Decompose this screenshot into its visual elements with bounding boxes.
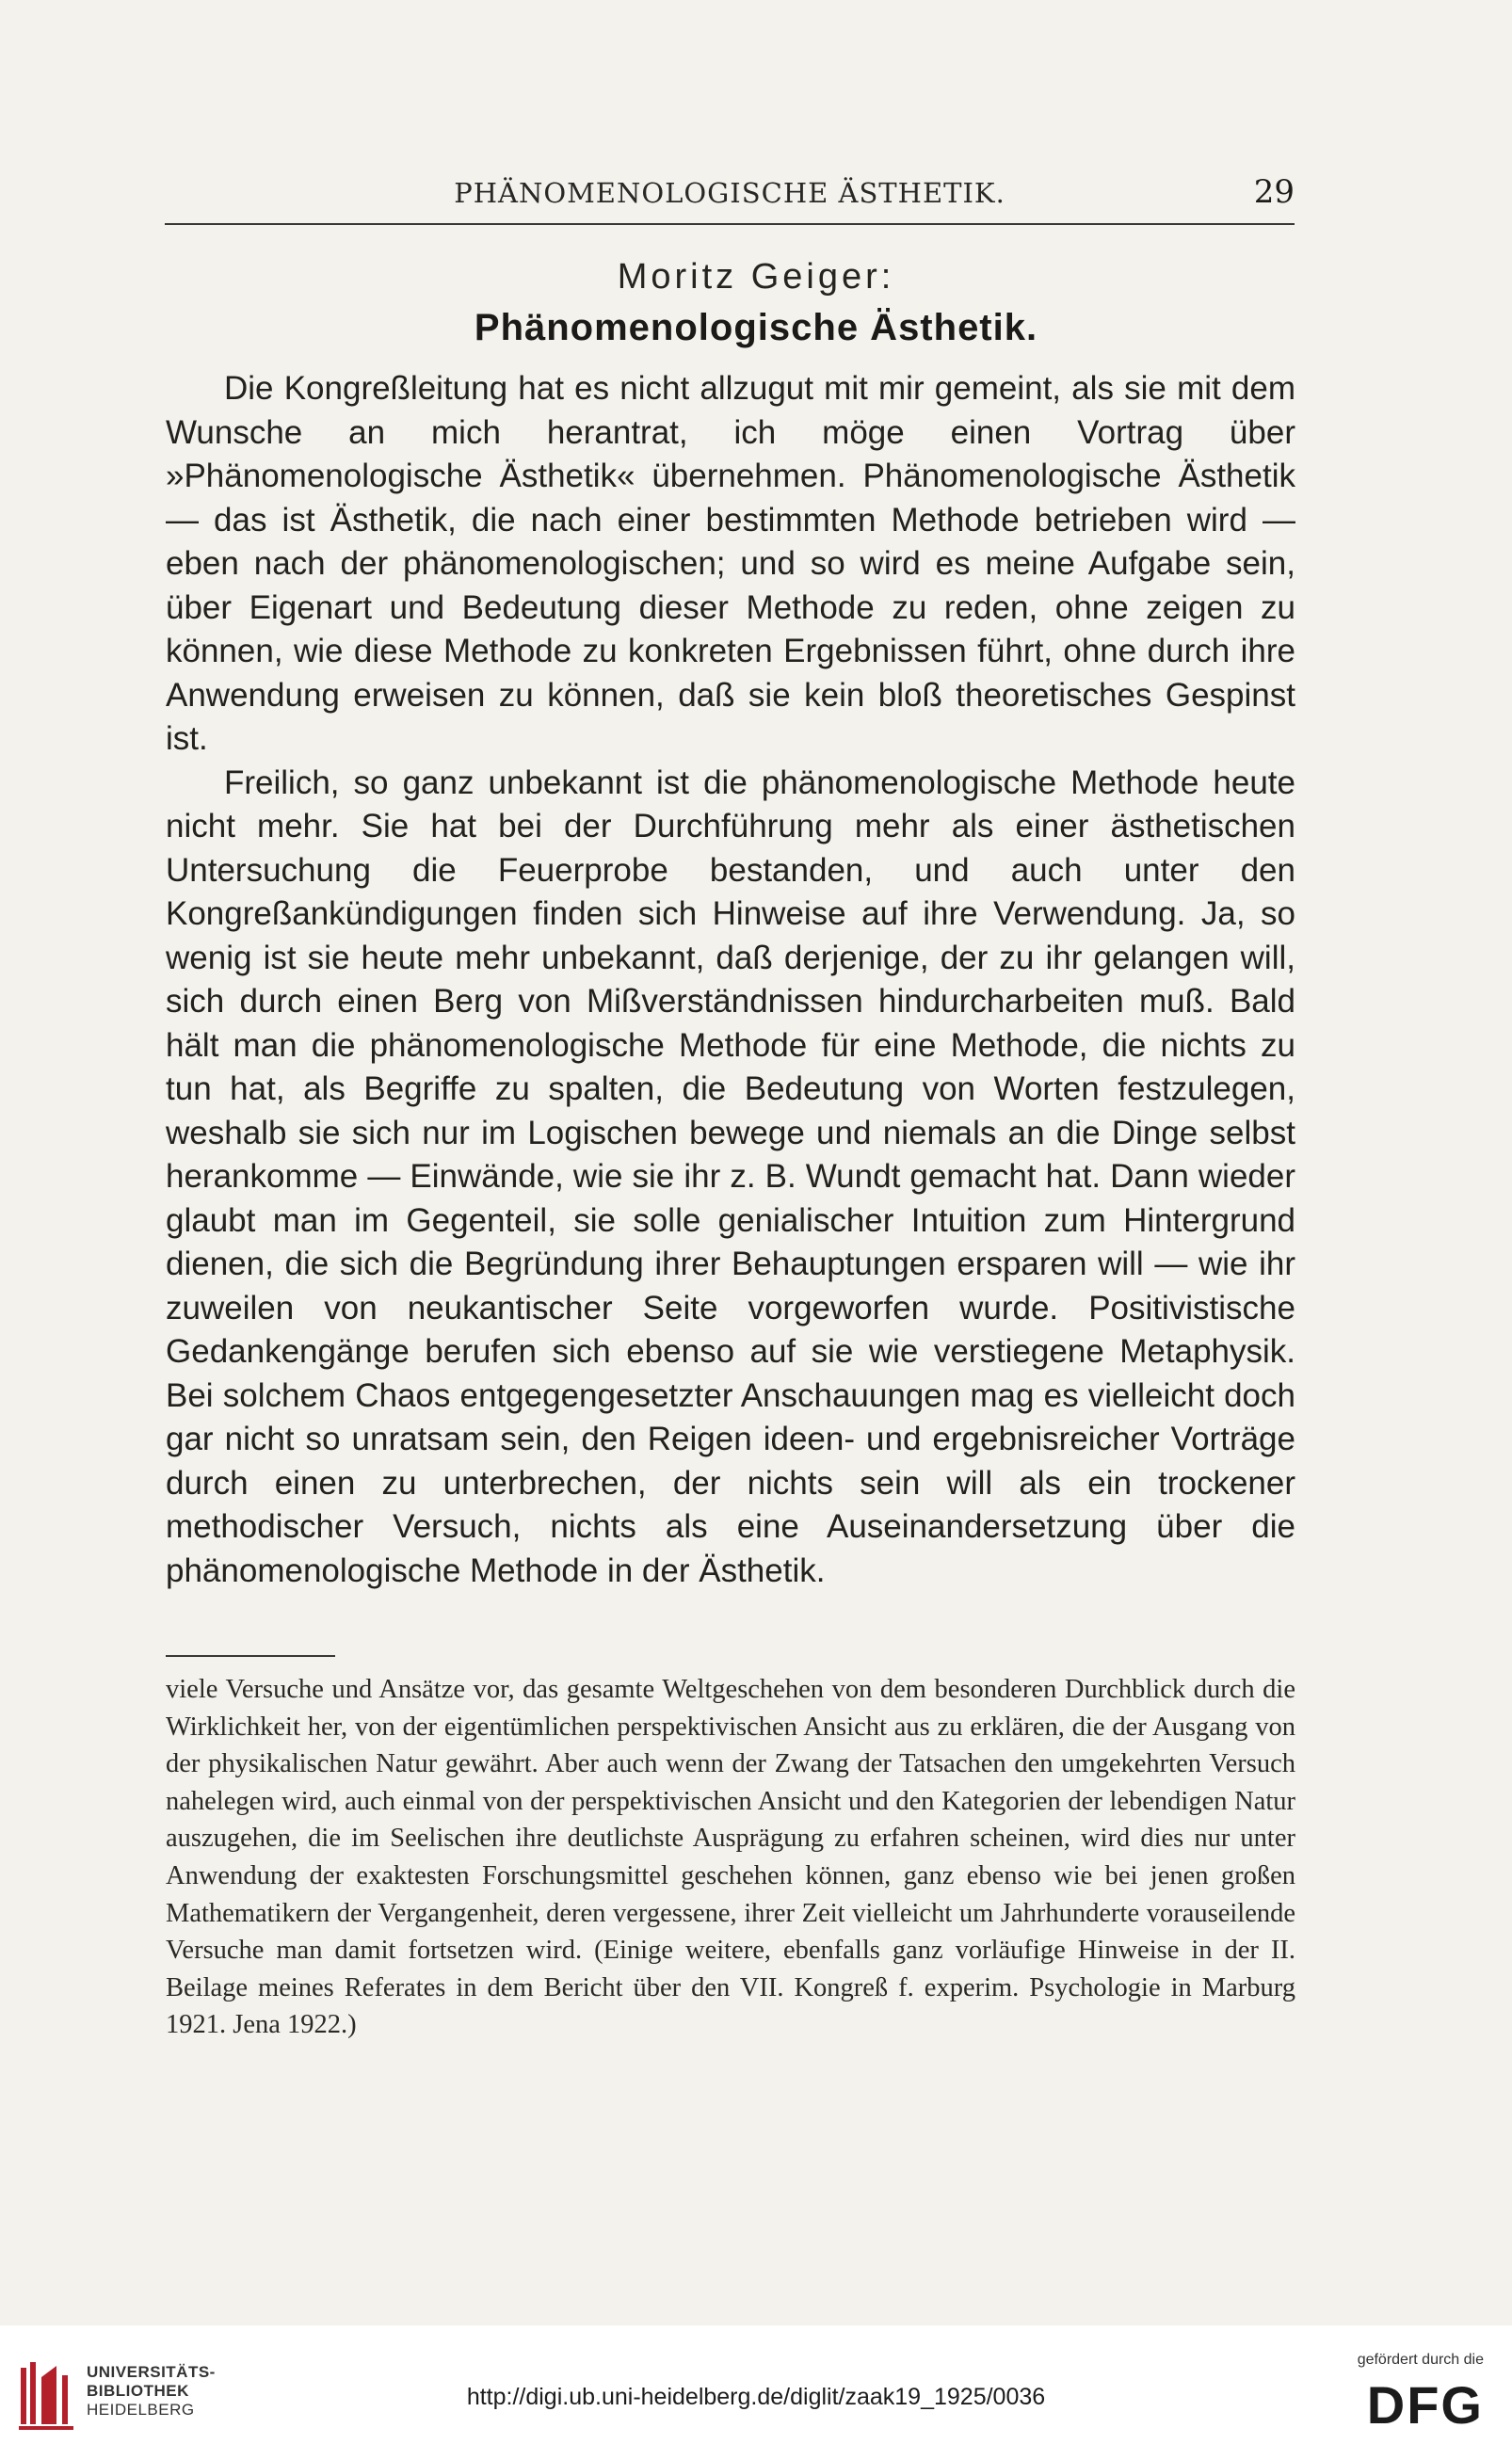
- digitization-footer: [0, 2325, 1512, 2460]
- library-name-line: UNIVERSITÄTS-: [87, 2363, 216, 2381]
- library-name-line: BIBLIOTHEK: [87, 2382, 189, 2400]
- library-name-line: HEIDELBERG: [87, 2401, 195, 2419]
- body-paragraph: Freilich, so ganz unbekannt ist die phänomenologische Methode heute nicht mehr. Sie hat bei der Durchführung mehr als einer ästhetischen Untersuchung die Feuerprobe bestanden, und auch unter den Kongreßankündigungen finden sich Hinweise auf ihre Verwendung. Ja, so wenig ist sie heute mehr unbekannt, daß derjenige, der zu ihr gelangen will, sich durch einen Berg von Mißverständnissen hindurcharbeiten muß. Bald hält man die phänomenologische Methode für eine Methode, die nichts zu tun hat, als Begriffe zu spalten, die Bedeutung von Worten festzulegen, weshalb sie sich nur im Logischen bewege und niemals an die Dinge selbst herankomme — Einwände, wie sie ihr z. B. Wundt gemacht hat. Dann wieder glaubt man im Gegenteil, sie solle genialischer Intuition zum Hintergrund dienen, die sich die Begründung ihrer Behauptungen ersparen will — wie ihr zuweilen von neukantischer Seite vorgeworfen wurde. Positivistische Gedankengänge berufen sich ebenso auf sie wie verstiegene Metaphysik. Bei solchem Chaos entgegengesetzter Anschauungen mag es vielleicht doch gar nicht so unratsam sein, den Reigen ideen- und ergebnisreicher Vorträge durch einen zu unterbrechen, der nichts sein will als ein trockener methodischer Versuch, nichts als eine Auseinandersetzung über die phänomenologische Methode in der Ästhetik.: [166, 764, 1295, 1589]
- dfg-logo: DFG: [1366, 2375, 1484, 2435]
- running-title: PHÄNOMENOLOGISCHE ÄSTHETIK.: [454, 177, 1005, 209]
- funder-block: [1324, 2352, 1484, 2436]
- article-title: Phänomenologische Ästhetik.: [474, 307, 1038, 348]
- article-author: Moritz Geiger:: [617, 257, 895, 297]
- footnote: [166, 1671, 1295, 2044]
- header-rule: [165, 223, 1295, 225]
- funder-label: gefördert durch die: [1357, 2352, 1484, 2368]
- source-url-link[interactable]: http://digi.ub.uni-heidelberg.de/diglit/zaak19_1925/0036: [466, 2384, 1046, 2410]
- footnote-rule: [166, 1655, 335, 1657]
- body-paragraph: Die Kongreßleitung hat es nicht allzugut mit mir gemeint, als sie mit dem Wunsche an mich herantrat, ich möge einen Vortrag über »Phänomenologische Ästhetik« übernehmen. Phänomenologische Ästhetik — das ist Ästhetik, die nach einer bestimmten Methode betrieben wird — eben nach der phänomenologischen; und so wird es meine Aufgabe sein, über Eigenart und Bedeutung dieser Methode zu reden, ohne zeigen zu können, wie diese Methode zu konkreten Ergebnissen führt, ohne durch ihre Anwendung erweisen zu können, daß sie kein bloß theoretisches Gespinst ist.: [166, 370, 1295, 757]
- running-header: [165, 173, 1295, 215]
- page-number: 29: [1253, 173, 1295, 211]
- footnote-text: viele Versuche und Ansätze vor, das gesamte Weltgeschehen von dem besonderen Durchblick durch die Wirklichkeit her, von der eigentümlichen perspektivischen Ansicht aus zu erklären, die der Ausgang von der physikalischen Natur gewährt. Aber auch wenn der Zwang der Tatsachen den umgekehrten Versuch nahelegen wird, auch einmal von der perspektivischen Ansicht und den Kategorien der lebendigen Natur auszugehen, die im Seelischen ihre deutlichste Ausprägung zu erfahren scheinen, wird dies nur unter Anwendung der exaktesten Forschungsmittel geschehen können, ganz ebenso wie bei jenen großen Mathematikern der Vergangenheit, deren vergessene, ihrer Zeit vielleicht um Jahrhunderte vorauseilende Versuche man damit fortsetzen wird. (Einige weitere, ebenfalls ganz vorläufige Hinweise in der II. Beilage meines Referates in dem Bericht über den VII. Kongreß f. experim. Psychologie in Marburg 1921. Jena 1922.): [166, 1675, 1295, 2040]
- article-body: [166, 367, 1295, 1593]
